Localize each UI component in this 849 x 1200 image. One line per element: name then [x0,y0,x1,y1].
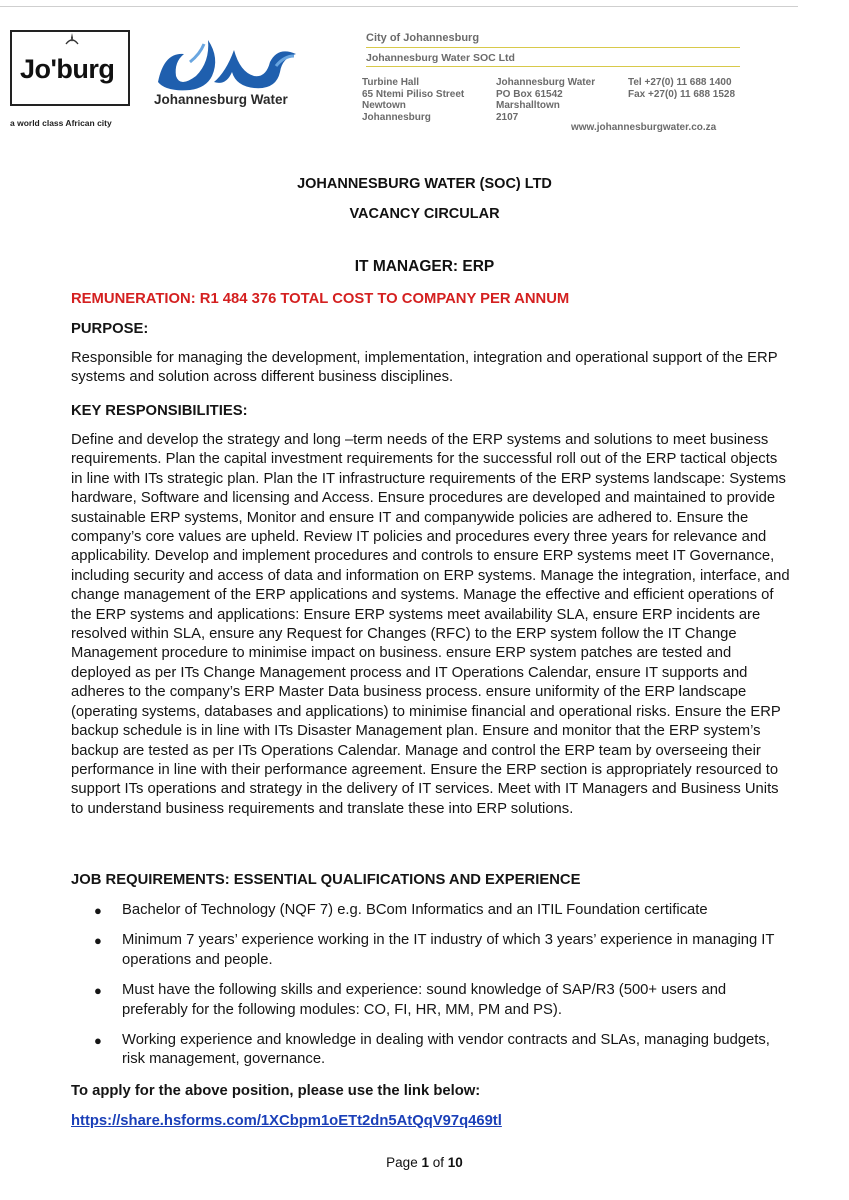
letterhead-postal-address [496,77,595,123]
joburg-crown-icon [64,32,80,52]
apply-instruction: To apply for the above position, please use the link below: [71,1083,481,1099]
johannesburg-water-logo [150,32,320,112]
requirements-heading: JOB REQUIREMENTS: ESSENTIAL QUALIFICATIONS AND EXPERIENCE [71,872,581,888]
of-word: of [432,1155,445,1170]
letterhead-website: www.johannesburgwater.co.za [571,122,717,133]
requirements-list [71,901,791,1081]
address-line: Johannesburg Water [496,77,596,88]
company-title: JOHANNESBURG WATER (SOC) LTD [297,176,552,192]
water-waves-icon [150,32,320,94]
page-current: 1 [421,1155,429,1170]
letterhead-contact [628,77,735,100]
bullet-icon: ● [94,1033,102,1049]
bullet-icon: ● [94,933,102,949]
bullet-icon: ● [94,983,102,999]
requirement-item [71,1031,791,1070]
telephone-number: Tel +27(0) 11 688 1400 [628,77,732,88]
page-total: 10 [447,1155,463,1170]
requirement-text: Bachelor of Technology (NQF 7) e.g. BCom Informatics and an ITIL Foundation certificate [122,902,708,918]
requirement-item [71,901,791,920]
joburg-logo-text: Jo'burg [20,54,115,84]
letterhead-divider [366,47,740,48]
address-line: 2107 [496,111,519,123]
letterhead-divider [366,66,740,67]
requirement-text: Must have the following skills and experience: sound knowledge of SAP/R3 (500+ users and preferably for the following modules: CO, FI, HR, MM, PM and PS). [122,982,727,1018]
requirement-item [71,931,791,970]
requirement-text: Minimum 7 years’ experience working in the IT industry of which 3 years’ experience in managing IT operations and people. [122,932,775,968]
address-line: PO Box 61542 [496,88,563,100]
letterhead-company: Johannesburg Water SOC Ltd [366,52,515,64]
address-line: Newtown [362,100,406,111]
requirement-item [71,981,791,1020]
fax-number: Fax +27(0) 11 688 1528 [628,88,736,100]
top-border-line [0,6,798,7]
letterhead-city: City of Johannesburg [366,32,480,44]
page-footer [0,1155,849,1170]
johannesburg-water-logo-text: Johannesburg Water [154,92,288,107]
joburg-logo [10,30,134,128]
address-line: 65 Ntemi Piliso Street [362,88,465,100]
remuneration-line: REMUNERATION: R1 484 376 TOTAL COST TO COMPANY PER ANNUM [71,291,570,307]
letterhead-street-address [362,77,464,123]
address-line: Marshalltown [496,100,560,111]
page-word: Page [386,1155,418,1170]
responsibilities-heading: KEY RESPONSIBILITIES: [71,403,248,419]
address-line: Turbine Hall [362,77,420,88]
purpose-heading: PURPOSE: [71,321,149,337]
bullet-icon: ● [94,903,102,918]
application-link[interactable]: https://share.hsforms.com/1XCbpm1oETt2dn5AtQqV97q469tl [71,1113,502,1129]
purpose-paragraph: Responsible for managing the development, implementation, integration and operational support of the ERP systems and solution across different business disciplines. [71,350,778,386]
address-line: Johannesburg [362,111,431,123]
joburg-tagline: a world class African city [10,118,112,128]
requirement-text: Working experience and knowledge in dealing with vendor contracts and SLAs, managing budgets, risk management, governance. [122,1032,770,1068]
circular-title: VACANCY CIRCULAR [349,206,500,222]
position-title: IT MANAGER: ERP [354,258,495,275]
responsibilities-paragraph: Define and develop the strategy and long –term needs of the ERP systems and solutions to meet business requirements. Plan the capital investment requirements for the successful roll out of the ERP tactical objects in line with ITs strategic plan. Plan the IT infrastructure requirements of the ERP systems landscape: Systems hardware, Software and licensing and Access. Ensure procedures are developed and maintained to provide sustainable ERP systems, Monitor and ensure IT and companywide policies are adhered to. Ensure the company’s core values are upheld. Review IT policies and procedures every three years for relevance and applicability. Develop and implement procedures and controls to ensure ERP systems meet IT Governance, including security and access of data and information on ERP systems. Manage the integration, interface, and change management of the ERP applications and systems. Manage the effective and efficient operations of the ERP systems and applications: Ensure ERP systems meet availability SLA, ensure ERP incidents are resolved within SLA, ensure any Request for Changes (RFC) to the ERP system follow the IT Change Management procedure to minimise impact on business. ensure ERP system patches are tested and deployed as per ITs Change Management process and IT Operations Calendar, ensure IT supports and adheres to the company’s ERP Master Data business process. ensure uniformity of the ERP landscape (operating systems, databases and applications) to minimise financial and operational risks. Ensure the ERP backup schedule is in line with ITs Disaster Management plan. Ensure and monitor that the ERP system’s backup are tested as per ITs Operations Calendar. Manage and control the ERP team by overseeing their performance in line with their performance agreement. Ensure the ERP section is appropriately resourced to support ITs operations and strategy in the delivery of IT services. Meet with IT Managers and Business Units to understand business requirements and translate these into ERP solutions. [71,432,790,817]
